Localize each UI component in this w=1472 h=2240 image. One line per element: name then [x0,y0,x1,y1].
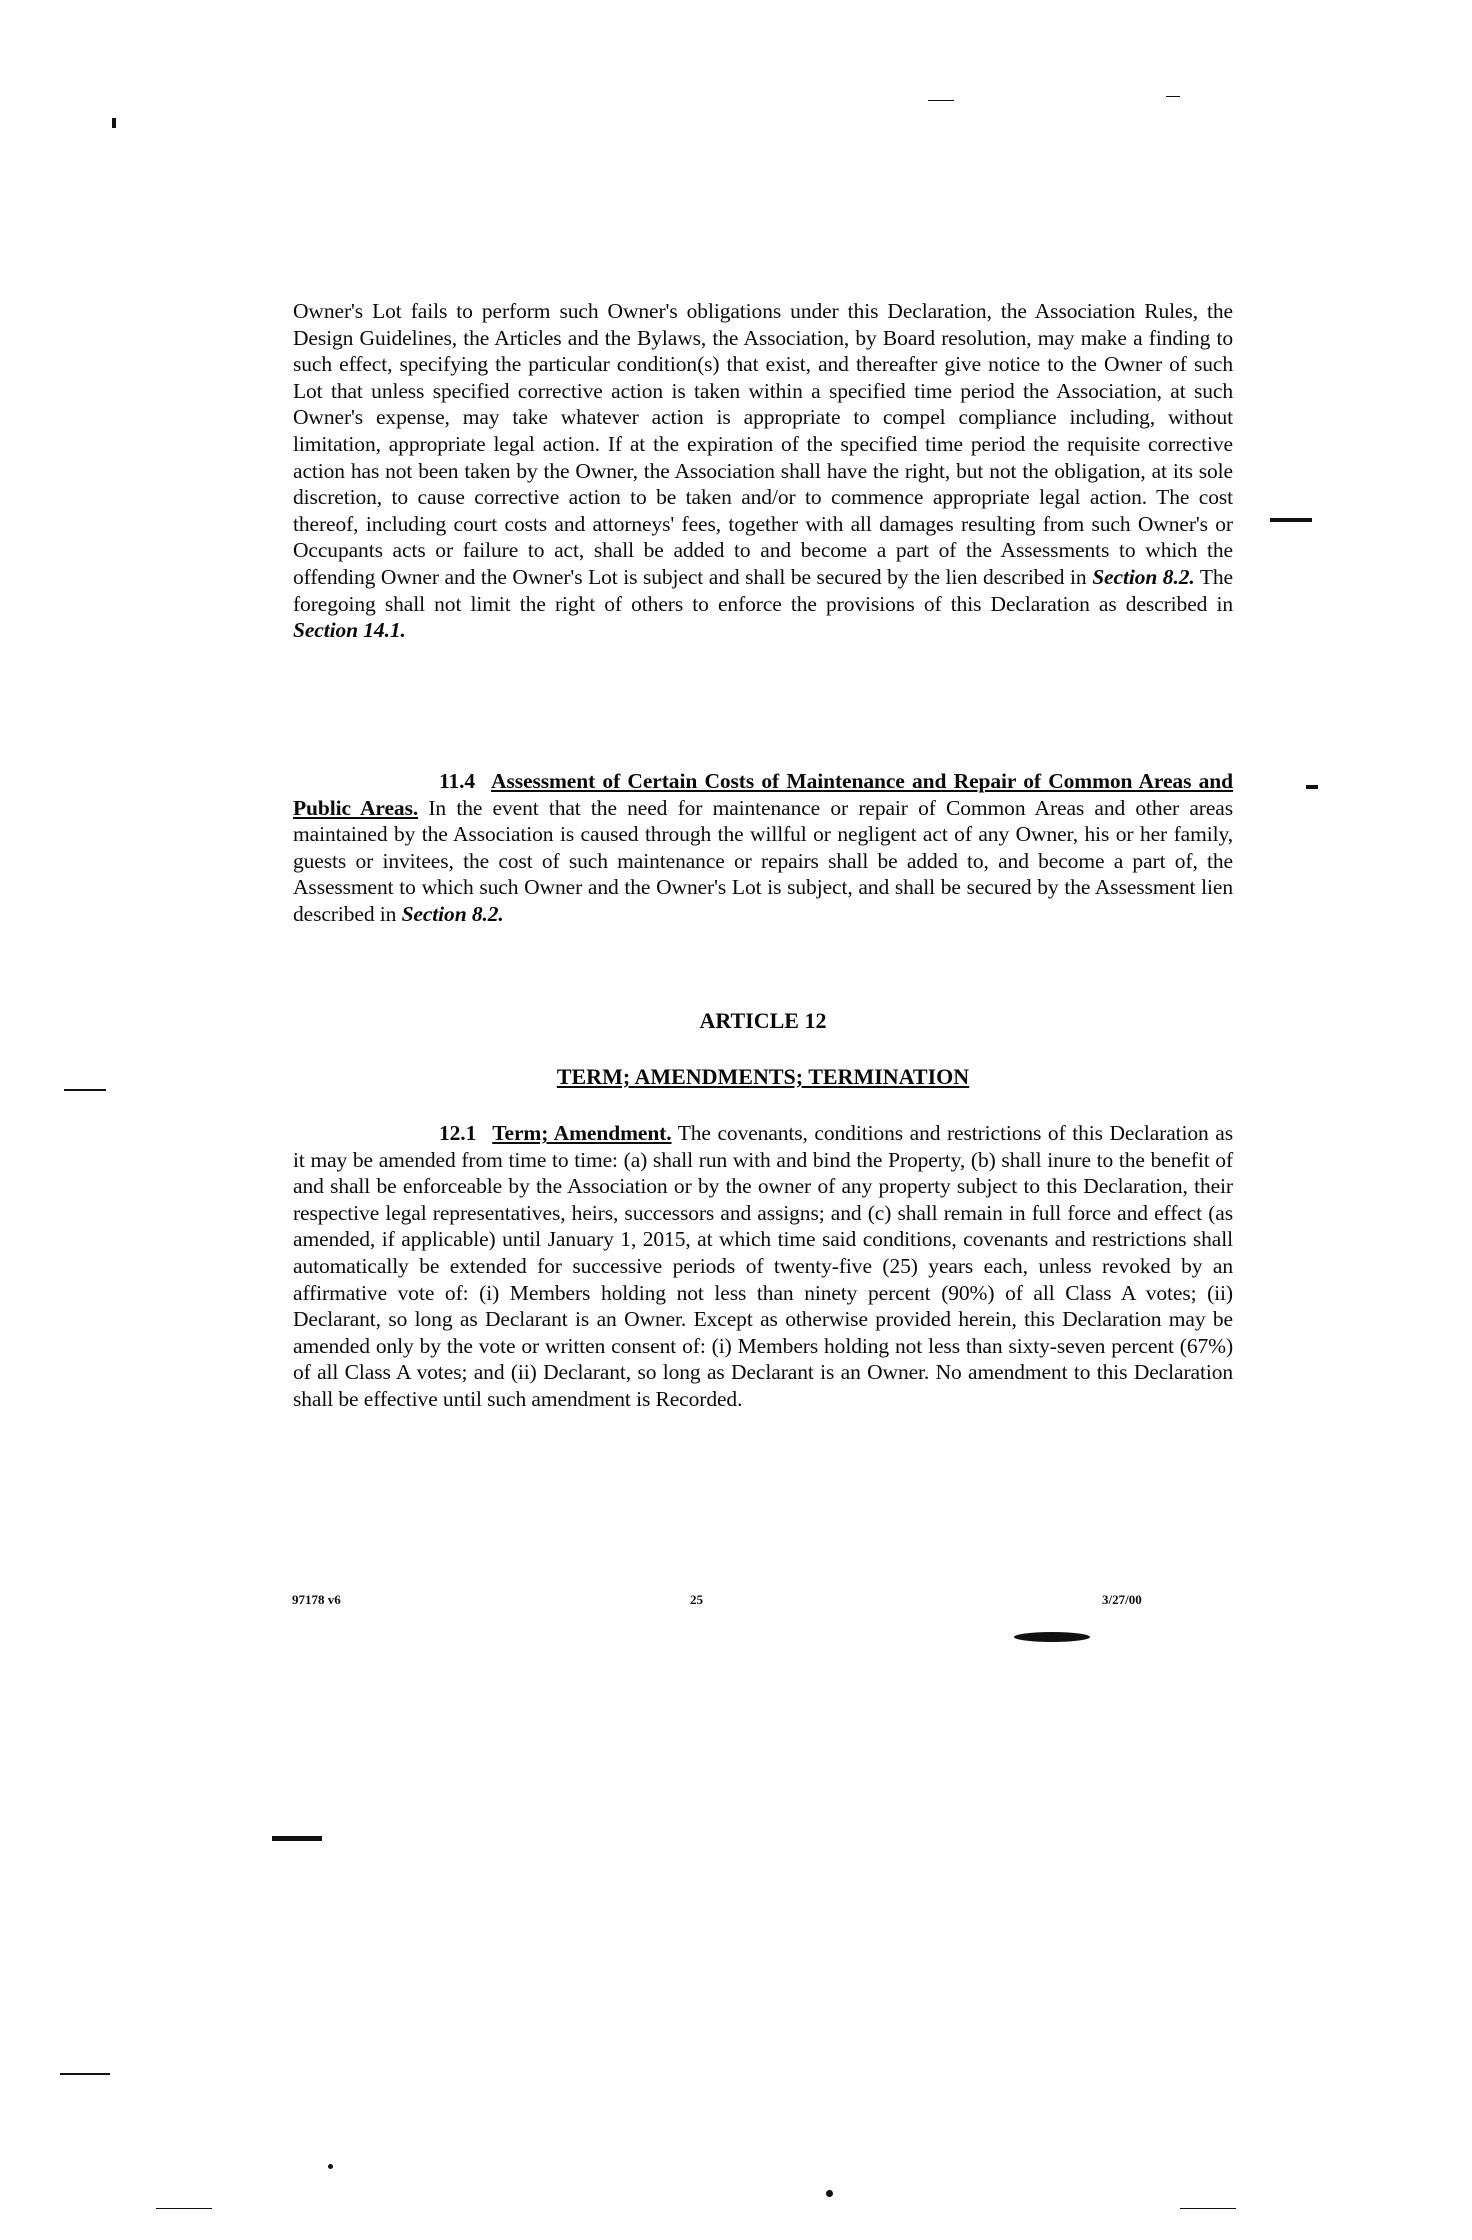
scan-mark [64,1089,106,1091]
section-12-1 [293,1120,1233,1413]
section-number: 11.4 [439,769,476,793]
scan-mark [1166,96,1180,97]
article-title: TERM; AMENDMENTS; TERMINATION [556,1064,970,1089]
scan-mark [60,2073,110,2075]
footer-doc-id: 97178 v6 [292,1592,341,1607]
paragraph-text: The foregoing shall not limit the right of others to enforce the provisions of this Declaration as described in [293,564,1234,616]
article-label: ARTICLE 12 [699,1008,827,1033]
scan-mark [112,118,116,128]
scan-dot [826,2190,833,2197]
paragraph-text: Owner's Lot fails to perform such Owner's obligations under this Declaration, the Association Rules, the Design Guidelines, the Articles and the Bylaws, the Association, by Board resolution, may make a finding to such effect, specifying the particular condition(s) that exist, and thereafter give notice to the Owner of such Lot that unless specified corrective action is taken within a specified time period the Association, at such Owner's expense, may take whatever action is appropriate to compel compliance including, without limitation, appropriate legal action. If at the expiration of the specified time period the requisite corrective action has not been taken by the Owner, the Association shall have the right, but not the obligation, at its sole discretion, to cause corrective action to be taken and/or to commence appropriate legal action. The cost thereof, including court costs and attorneys' fees, together with all damages resulting from such Owner's or Occupants acts or failure to act, shall be added to and become a part of the Assessments to which the offending Owner and the Owner's Lot is subject and shall be secured by the lien described in [293,299,1233,589]
page-number: 25 [690,1592,703,1607]
scan-dot [328,2164,333,2169]
section-number: 12.1 [439,1121,477,1145]
section-reference: Section 8.2. [401,901,504,926]
section-heading: Assessment of Certain Costs of Maintenance and Repair of Common Areas and Public Areas. [293,769,1233,820]
section-heading: Term; Amendment. [492,1121,672,1145]
section-body: The covenants, conditions and restrictions of this Declaration as it may be amended from time to time: (a) shall run with and bind the Property, (b) shall inure to the benefit of and shall be enforceable by the Association or by the owner of any property subject to this Declaration, their respective legal representatives, heirs, successors and assigns; and (c) shall remain in full force and effect (as amended, if applicable) until January 1, 2015, at which time said conditions, covenants and restrictions shall automatically be extended for successive periods of twenty-five (25) years each, unless revoked by an affirmative vote of: (i) Members holding not less than ninety percent (90%) of all Class A votes; (ii) Declarant, so long as Declarant is an Owner. Except as otherwise provided herein, this Declaration may be amended only by the vote or written consent of: (i) Members holding not less than sixty-seven percent (67%) of all Class A votes; and (ii) Declarant, so long as Declarant is an Owner. No amendment to this Declaration shall be effective until such amendment is Recorded. [293,1121,1233,1411]
scan-mark [272,1836,322,1841]
section-11-4 [293,768,1233,928]
section-body: In the event that the need for maintenance or repair of Common Areas and other areas maintained by the Association is caused through the willful or negligent act of any Owner, his or her family, guests or invitees, the cost of such maintenance or repairs shall be added to, and become a part of, the Assessment to which such Owner and the Owner's Lot is subject, and shall be secured by the Assessment lien described in [293,795,1233,926]
continued-paragraph [293,298,1233,644]
scan-mark [928,100,954,101]
scan-mark [1180,2208,1236,2209]
scan-mark [156,2208,212,2209]
scan-mark [1306,785,1318,789]
scan-smudge [1014,1632,1090,1642]
section-reference: Section 8.2. [1092,564,1195,589]
scan-mark [1270,518,1312,522]
footer-date: 3/27/00 [1102,1592,1142,1607]
section-reference: Section 14.1. [293,618,406,643]
